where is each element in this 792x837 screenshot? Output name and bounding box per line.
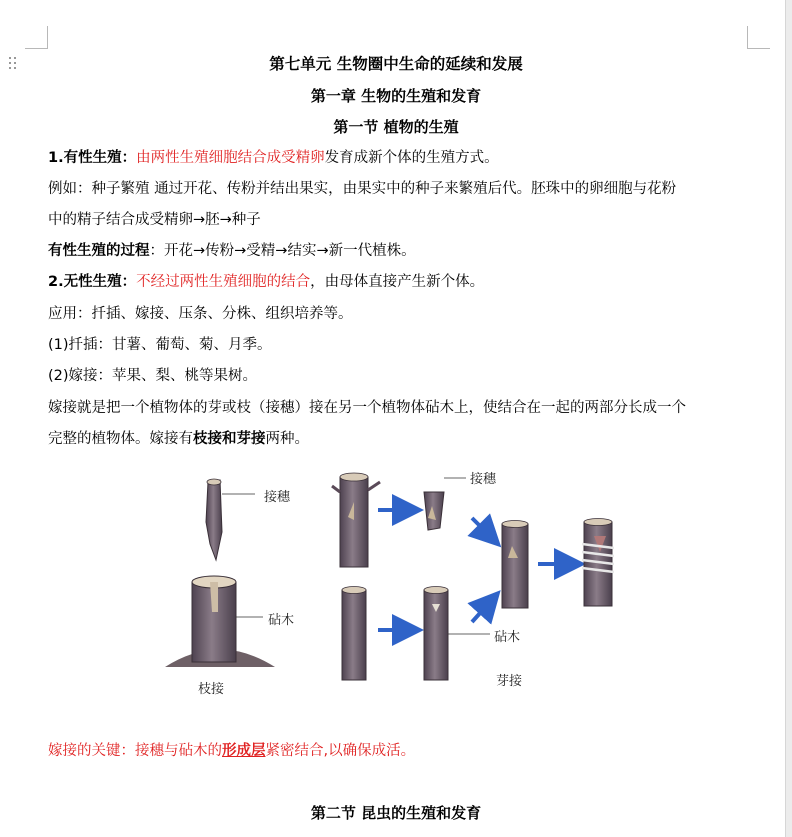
paragraph-asexual-reproduction <box>48 272 484 292</box>
bud-graft-stock-cut <box>332 473 380 567</box>
paragraph-grafting: (2)嫁接：苹果、梨、桃等果树。 <box>48 368 258 384</box>
grafting-diagram-svg <box>160 462 630 702</box>
process-arrow-4 <box>472 602 490 622</box>
body-text: ：开花→传粉→受精→结实→新一代植株。 <box>149 243 416 259</box>
key-note <box>48 741 415 761</box>
paragraph-example-line2: 中的精子结合成受精卵→胚→种子 <box>48 212 261 228</box>
paragraph-sexual-reproduction <box>48 148 499 168</box>
bold-term: 枝接和芽接 <box>193 431 266 447</box>
body-text: ，由母体直接产生新个体。 <box>310 274 485 290</box>
process-arrow-2 <box>472 518 490 536</box>
paragraph-grafting-def-line1: 嫁接就是把一个植物体的芽或枝（接穗）接在另一个植物体砧木上，使结合在一起的两部分长成一个 <box>48 400 686 416</box>
caption-bud-graft: 芽接 <box>496 674 523 689</box>
paragraph-cutting: (1)扦插：甘薯、葡萄、菊、月季。 <box>48 337 272 353</box>
paragraph-example-line1: 例如：种子繁殖 通过开花、传粉并结出果实，由果实中的种子来繁殖后代。胚珠中的卵细胞与花粉 <box>48 181 677 197</box>
bud-graft-bound <box>582 519 614 607</box>
section-title: 第一节 植物的生殖 <box>333 118 459 136</box>
body-text: 完整的植物体。嫁接有 <box>48 431 193 447</box>
highlight-text: 不经过两性生殖细胞的结合 <box>136 274 311 290</box>
section-title-2: 第二节 昆虫的生殖和发育 <box>310 804 482 822</box>
paragraph-grafting-def-line2 <box>48 429 309 449</box>
term-label: 有性生殖的过程 <box>48 243 150 259</box>
unit-title: 第七单元 生物圈中生命的延续和发展 <box>269 55 523 73</box>
body-text: 发育成新个体的生殖方式。 <box>324 150 499 166</box>
grafting-illustration <box>160 462 630 702</box>
bud-scion-piece <box>424 478 466 530</box>
label-stock-right: 砧木 <box>494 630 521 645</box>
label-stock-left: 砧木 <box>268 613 295 628</box>
bud-graft-stock-plain <box>342 587 366 681</box>
bud-graft-stock-slit <box>424 587 490 681</box>
body-text: 紧密结合,以确保成活。 <box>265 743 416 759</box>
label-scion-left: 接穗 <box>264 490 291 505</box>
page-corner-mark-top-right <box>747 26 770 49</box>
branch-graft-scion <box>206 479 255 560</box>
term-label: 1.有性生殖： <box>48 150 137 166</box>
bud-graft-combined <box>502 521 528 609</box>
label-scion-right: 接穗 <box>470 472 497 487</box>
branch-graft-rootstock <box>165 576 275 667</box>
caption-branch-graft: 枝接 <box>198 682 225 697</box>
emphasis-term: 形成层 <box>222 743 266 759</box>
term-label: 2.无性生殖： <box>48 274 137 290</box>
paragraph-process <box>48 241 416 261</box>
body-text: 两种。 <box>265 431 309 447</box>
highlight-text: 由两性生殖细胞结合成受精卵 <box>136 150 325 166</box>
paragraph-applications: 应用：扦插、嫁接、压条、分株、组织培养等。 <box>48 306 353 322</box>
body-text: 嫁接的关键：接穗与砧木的 <box>48 743 222 759</box>
chapter-title: 第一章 生物的生殖和发育 <box>310 87 482 105</box>
page-corner-mark-top-left <box>25 26 48 49</box>
